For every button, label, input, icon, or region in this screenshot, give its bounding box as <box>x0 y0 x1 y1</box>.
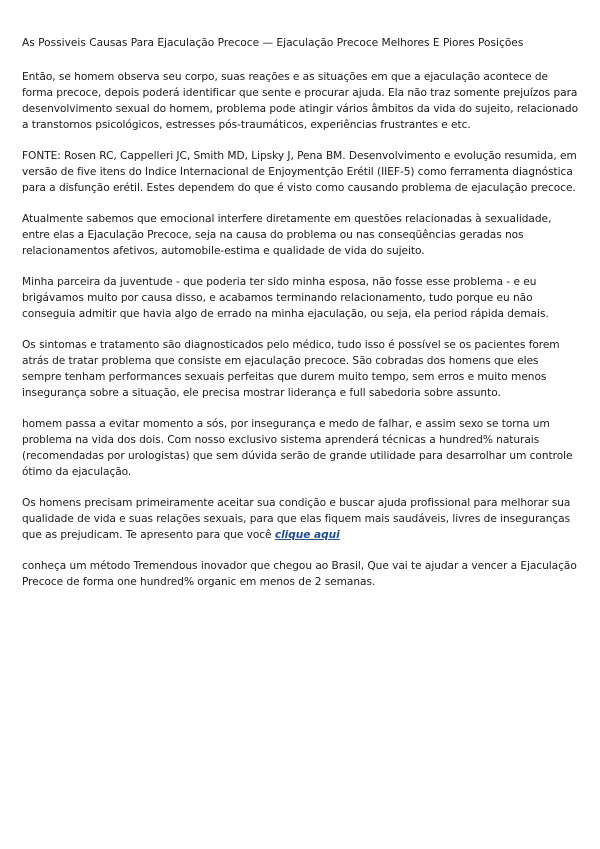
paragraph-3: Atualmente sabemos que emocional interfere diretamente em questões relacionadas à sexualidade, entre elas a Ejaculação Precoce, seja na causa do problema ou nas conseqüências geradas nos relacionamentos afetivos, automobile-estima e qualidade de vida do sujeito. <box>22 213 552 257</box>
paragraph-1: Então, se homem observa seu corpo, suas reações e as situações em que a ejaculação acontece de forma precoce, depois poderá identificar que sente e procurar ajuda. Ela não traz somente prejuízos para desenvolvimento sexual do homem, problema pode atingir vários âmbitos da vida do sujeito, relacionado a transtornos psicológicos, estresses pós-traumáticos, experiências frustrantes e etc. <box>22 71 579 131</box>
paragraph-5: Os sintomas e tratamento são diagnosticados pelo médico, tudo isso é possível se os pacientes forem atrás de tratar problema que consiste em ejaculação precoce. São cobradas dos homens que eles sempre tenham performances sexuais perfeitas que durem muito tempo, sem erros e muito menos insegurança sobre a situação, ele precisa mostrar liderança e full sabedoria sobre assunto. <box>22 339 560 399</box>
paragraph-2: FONTE: Rosen RC, Cappelleri JC, Smith MD, Lipsky J, Pena BM. Desenvolvimento e evolução resumida, em versão de five itens do Indice Internacional de Enjoymentção Erétil (IIEF-5) como ferramenta diagnóstica para a disfunção erétil. Estes dependem do que é visto como causando problema de ejaculação precoce. <box>22 150 577 194</box>
paragraph-4: Minha parceira da juventude - que poderia ter sido minha esposa, não fosse esse problema - e eu brigávamos muito por causa disso, e acabamos terminando relacionamento, tudo porque eu não conseguia admitir que havia algo de errado na minha ejaculação, ou seja, ela period rápida demais. <box>22 276 549 320</box>
final-paragraph: conheça um método Tremendous inovador que chegou ao Brasil, Que vai te ajudar a vencer a Ejaculação Precoce de forma one hundred% organic em menos de 2 semanas. <box>22 560 577 588</box>
cta-paragraph <box>22 495 580 543</box>
cta-paragraph-text: Os homens precisam primeiramente aceitar sua condição e buscar ajuda profissional para melhorar sua qualidade de vida e suas relações sexuais, para que elas fiquem mais saudáveis, livres de inseguranças que as prejudicam. Te apresento para que você <box>22 497 571 541</box>
document-title: As Possiveis Causas Para Ejaculação Precoce — Ejaculação Precoce Melhores E Piores Posições <box>22 37 524 49</box>
clique-aqui-link[interactable]: clique aqui <box>274 529 340 541</box>
paragraph-6: homem passa a evitar momento a sós, por insegurança e medo de falhar, e assim sexo se torna um problema na vida dos dois. Com nosso exclusivo sistema aprenderá técnicas a hundred% naturais (recomendadas por urologistas) que sem dúvida serão de grande utilidade para desarrolhar um controle ótimo da ejaculação. <box>22 418 573 478</box>
